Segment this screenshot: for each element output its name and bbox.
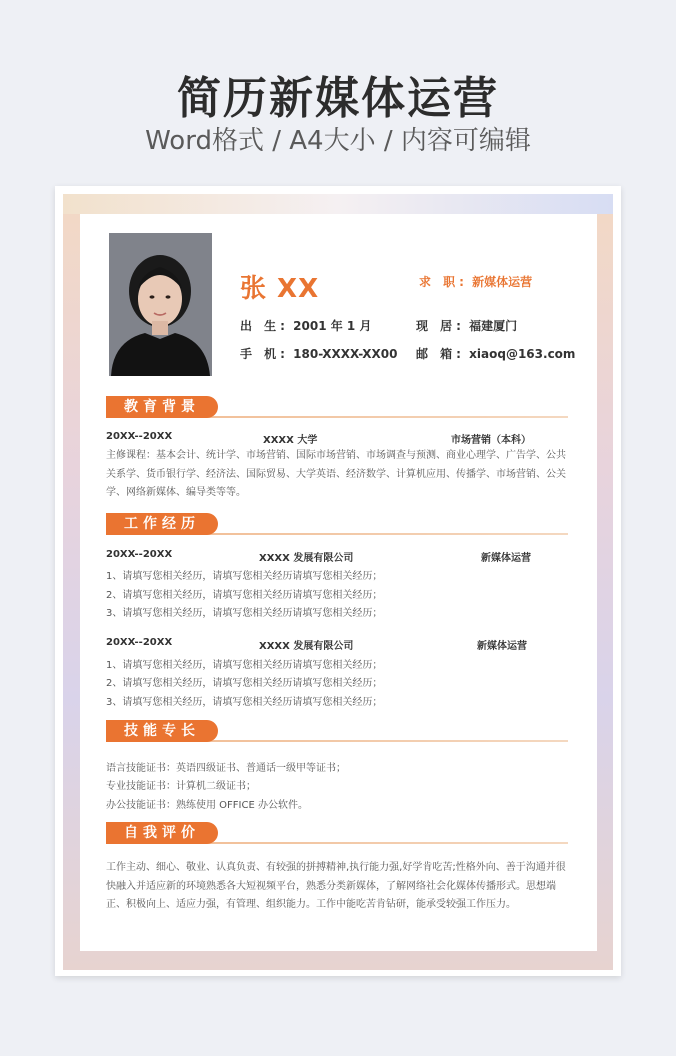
work-item: 2、请填写您相关经历，请填写您相关经历请填写您相关经历； <box>106 678 383 689</box>
self-eval-section-header <box>106 822 568 846</box>
work-item: 2、请填写您相关经历，请填写您相关经历请填写您相关经历； <box>106 590 383 601</box>
skill-item: 语言技能证书：英语四级证书、普通话一级甲等证书； <box>106 763 346 774</box>
self-eval-text: 工作主动、细心、敬业、认真负责、有较强的拼搏精神,执行能力强,好学肯吃苦;性格外向、善于沟通并很快融入并适应新的环境熟悉各大短视频平台，熟悉分类新媒体，了解网络社会化媒体传播形式。思想端正、积极向上、适应力强，有管理、组织能力。工作中能吃苦肯钻研，能承受较强工作压力。 <box>106 862 566 910</box>
work-item: 1、请填写您相关经历，请填写您相关经历请填写您相关经历； <box>106 571 383 582</box>
portrait-image <box>109 233 212 376</box>
email-label: 邮 箱: <box>416 347 465 361</box>
skills-section-header <box>106 720 568 744</box>
phone-row <box>240 345 397 362</box>
email-value: xiaoq@163.com <box>469 347 576 361</box>
work-company: XXXX 发展有限公司 <box>259 553 354 564</box>
birth-value: 2001 年 1 月 <box>293 319 372 333</box>
education-period: 20XX--20XX <box>106 431 173 442</box>
education-courses: 主修课程：基本会计、统计学、市场营销、国际市场营销、市场调查与预测、商业心理学、广告学、公共关系学、货币银行学、经济法、国际贸易、大学英语、经济数学、计算机应用、传播学、市场营销、公关学、网络新媒体、编导类等等。 <box>106 450 566 498</box>
residence-value: 福建厦门 <box>469 319 518 333</box>
email-row <box>416 345 575 362</box>
education-heading: 教育背景 <box>106 396 218 418</box>
candidate-name: 张 XX <box>240 274 320 304</box>
work-period: 20XX--20XX <box>106 637 173 648</box>
phone-value: 180-XXXX-XX00 <box>293 347 398 361</box>
work-period: 20XX--20XX <box>106 549 173 560</box>
profile-photo <box>109 233 212 376</box>
objective-row <box>419 273 532 290</box>
skill-item: 办公技能证书：熟练使用 OFFICE 办公软件。 <box>106 800 308 811</box>
work-item: 1、请填写您相关经历，请填写您相关经历请填写您相关经历； <box>106 660 383 671</box>
work-heading: 工作经历 <box>106 513 218 535</box>
work-item: 3、请填写您相关经历，请填写您相关经历请填写您相关经历； <box>106 608 383 619</box>
self-eval-heading: 自我评价 <box>106 822 218 844</box>
residence-label: 现 居: <box>416 319 465 333</box>
skills-heading: 技能专长 <box>106 720 218 742</box>
skill-item: 专业技能证书：计算机二级证书； <box>106 781 256 792</box>
education-section-header <box>106 396 568 420</box>
work-item: 3、请填写您相关经历，请填写您相关经历请填写您相关经历； <box>106 697 383 708</box>
work-company: XXXX 发展有限公司 <box>259 641 354 652</box>
objective-value: 新媒体运营 <box>472 275 533 289</box>
work-position: 新媒体运营 <box>481 553 531 564</box>
hero-title: 简历新媒体运营 <box>177 73 499 124</box>
education-school: XXXX 大学 <box>263 435 318 446</box>
education-major: 市场营销（本科） <box>451 435 531 446</box>
birth-row <box>240 317 371 334</box>
birth-label: 出 生: <box>240 319 289 333</box>
hero-subtitle: Word格式 / A4大小 / 内容可编辑 <box>145 126 531 156</box>
residence-row <box>416 317 517 334</box>
work-section-header <box>106 513 568 537</box>
work-position: 新媒体运营 <box>477 641 527 652</box>
phone-label: 手 机: <box>240 347 289 361</box>
objective-label: 求 职: <box>419 275 468 289</box>
